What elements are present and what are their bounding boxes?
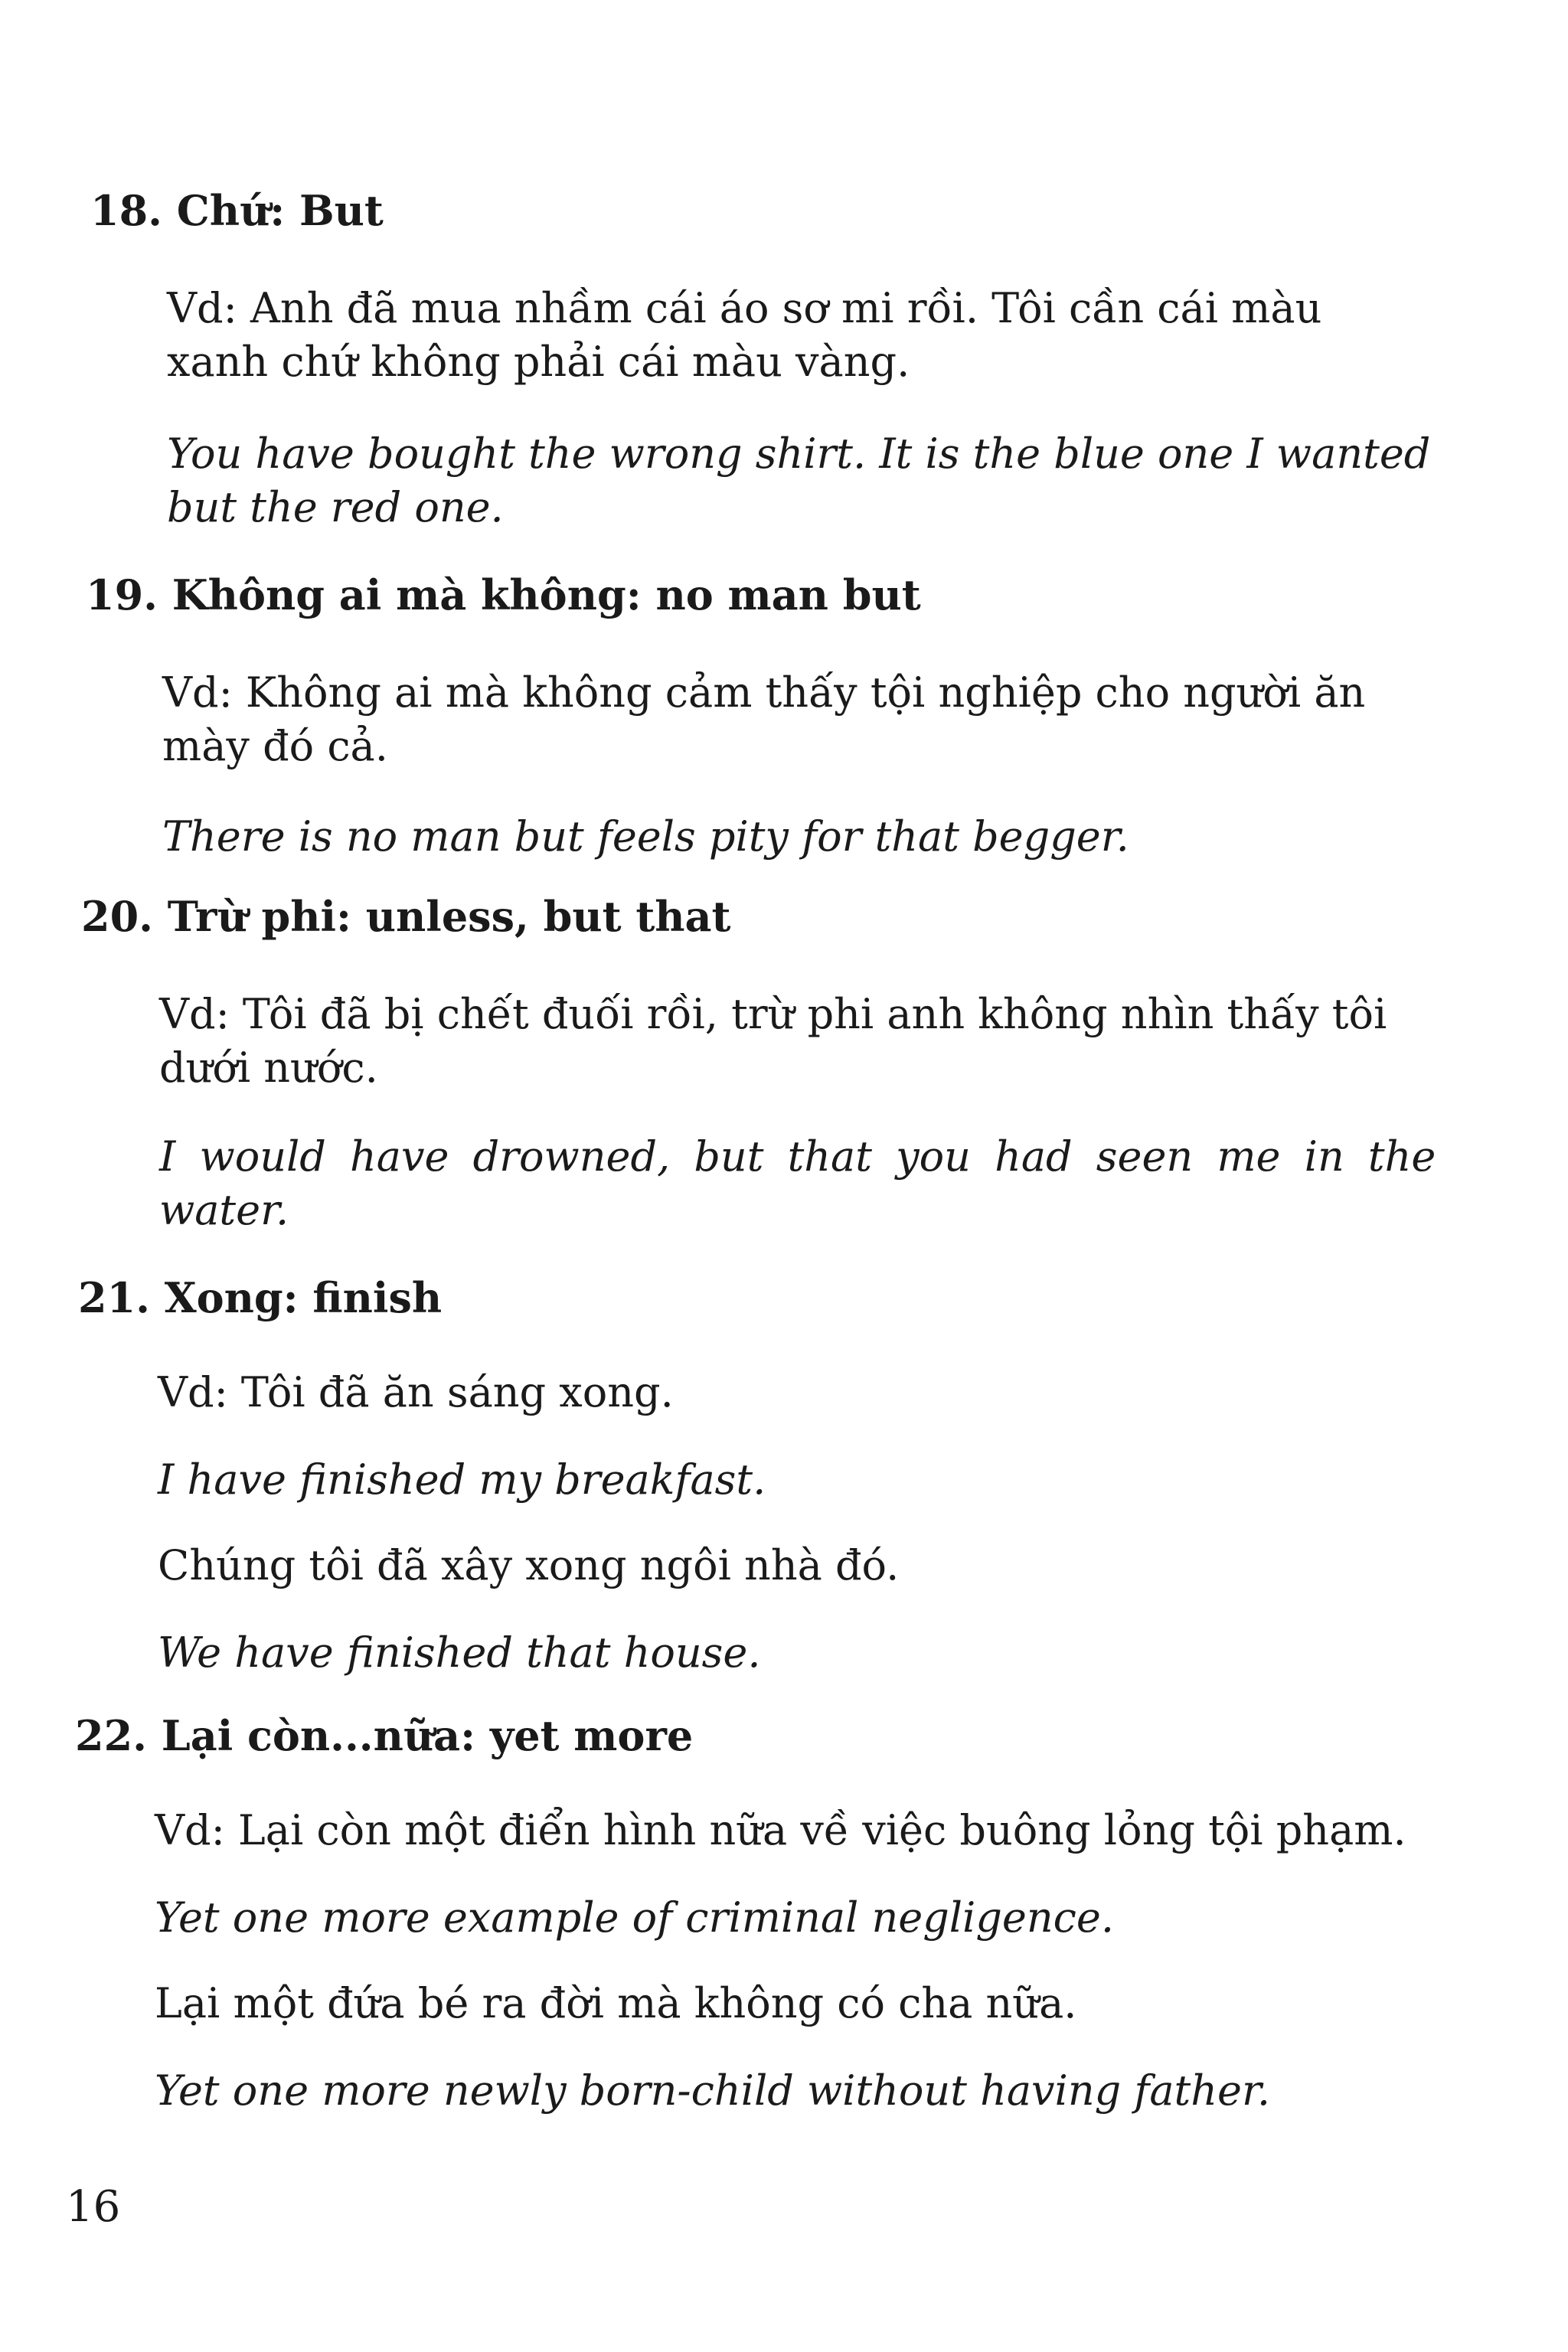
text-line: dưới nước. [159,1044,378,1092]
entry-heading-19: 19. Không ai mà không: no man but [86,570,921,619]
entry-heading-21: 21. Xong: finish [78,1273,443,1322]
example-vietnamese-22 [155,1804,1406,1857]
example-vietnamese-20 [159,988,1387,1095]
text-line: Lại một đứa bé ra đời mà không có cha nữa. [155,1979,1077,2027]
text-line: Yet one more example of criminal negligence. [155,1893,1114,1942]
text-line: Vd: Tôi đã ăn sáng xong. [158,1368,674,1416]
text-line: mày đó cả. [162,722,388,770]
text-line: We have finished that house. [158,1628,761,1677]
text-line: I would have drowned, but that you had seen me in the [159,1132,1436,1181]
page-number: 16 [66,2182,121,2232]
example-english-21b [158,1626,761,1680]
text-line: Vd: Anh đã mua nhầm cái áo sơ mi rồi. Tôi cần cái màu [167,284,1322,332]
example-vietnamese-21 [158,1366,674,1419]
example-vietnamese-19 [162,666,1365,773]
text-line: There is no man but feels pity for that begger. [162,812,1129,861]
text-line: xanh chứ không phải cái màu vàng. [167,338,910,386]
text-line: I have finished my breakfast. [158,1455,766,1504]
entry-heading-18: 18. Chứ: But [90,186,384,235]
entry-heading-20: 20. Trừ phi: unless, but that [81,892,731,941]
example-english-18 [167,427,1430,534]
example-english-21 [158,1453,766,1507]
example-english-20 [159,1130,1436,1237]
text-line: Vd: Không ai mà không cảm thấy tội nghiệp cho người ăn [162,668,1366,717]
example-english-22 [155,1891,1114,1945]
entry-heading-22: 22. Lại còn...nữa: yet more [75,1711,694,1760]
text-line: Yet one more newly born-child without having father. [155,2066,1270,2115]
text-line: Chúng tôi đã xây xong ngôi nhà đó. [158,1541,900,1589]
text-line: water. [159,1186,289,1234]
text-line: Vd: Tôi đã bị chết đuối rồi, trừ phi anh không nhìn thấy tôi [159,990,1387,1038]
example-vietnamese-22b [155,1977,1076,2030]
example-english-22b [155,2064,1270,2118]
text-line: but the red one. [167,483,504,531]
text-line: You have bought the wrong shirt. It is the blue one I wanted [167,430,1431,478]
example-vietnamese-21b [158,1539,899,1592]
example-vietnamese-18 [167,282,1321,389]
example-english-19 [162,810,1129,864]
text-line: Vd: Lại còn một điển hình nữa về việc buông lỏng tội phạm. [155,1806,1406,1854]
